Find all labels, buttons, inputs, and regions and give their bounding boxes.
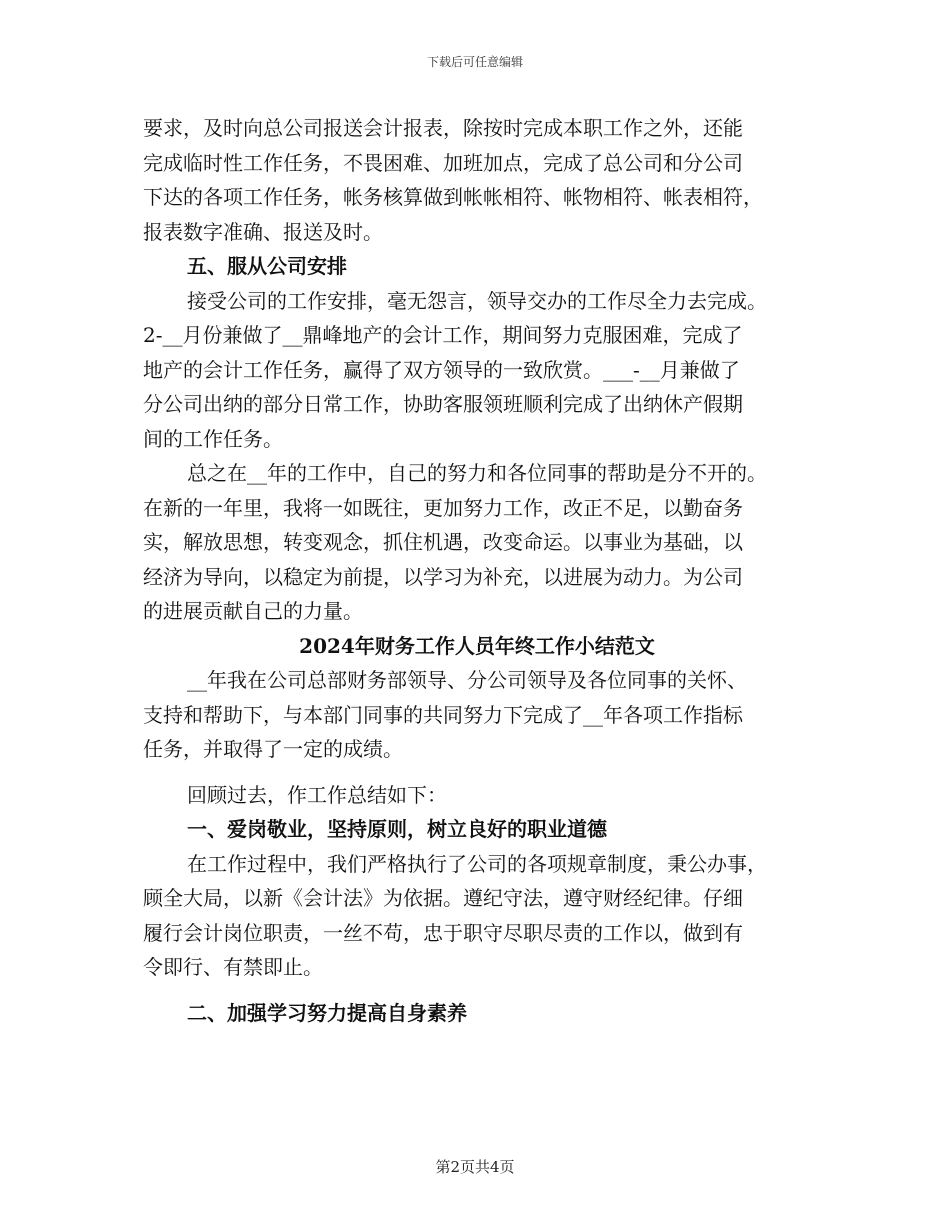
page-footer: 第2页共4页: [435, 1158, 515, 1176]
body-line: 经济为导向，以稳定为前提，以学习为补充，以进展为动力。为公司: [143, 564, 743, 589]
paragraph-gap: [143, 985, 811, 996]
document-title: 2024年财务工作人员年终工作小结范文: [299, 633, 655, 658]
body-line: 地产的会计工作任务，赢得了双方领导的一致欣赏。___-__月兼做了: [143, 357, 740, 382]
document-body: [143, 111, 811, 1030]
body-line: 在新的一年里，我将一如既往，更加努力工作，改正不足，以勤奋务: [143, 495, 743, 520]
body-line: 完成临时性工作任务，不畏困难、加班加点，完成了总公司和分公司: [143, 150, 743, 175]
section-heading: 一、爱岗敬业，坚持原则，树立良好的职业道德: [187, 817, 607, 841]
body-line: 的进展贡献自己的力量。: [143, 599, 363, 623]
page-header: 下载后可任意编辑: [426, 55, 523, 69]
body-line: 报表数字准确、报送及时。: [143, 219, 383, 244]
body-line: 令即行、有禁即止。: [143, 955, 323, 979]
body-line: 要求，及时向总公司报送会计报表，除按时完成本职工作之外，还能: [143, 116, 743, 140]
paragraph-gap: [143, 767, 811, 778]
body-line: 任务，并取得了一定的成绩。: [143, 737, 403, 761]
body-line: 间的工作任务。: [143, 426, 283, 451]
body-line: 支持和帮助下，与本部门同事的共同努力下完成了__年各项工作指标: [143, 702, 743, 727]
body-line: 回顾过去，作工作总结如下：: [187, 782, 447, 807]
body-line: __年我在公司总部财务部领导、分公司领导及各位同事的关怀、: [187, 668, 747, 692]
body-line: 接受公司的工作安排，毫无怨言，领导交办的工作尽全力去完成。: [187, 288, 767, 313]
section-heading: 二、加强学习努力提高自身素养: [187, 1000, 467, 1025]
body-line: 履行会计岗位职责，一丝不苟，忠于职守尽职尽责的工作以，做到有: [143, 920, 743, 945]
body-line: 2-__月份兼做了__鼎峰地产的会计工作，期间努力克服困难，完成了: [143, 323, 743, 347]
section-heading: 五、服从公司安排: [187, 254, 347, 278]
body-line: 总之在__年的工作中，自己的努力和各位同事的帮助是分不开的。: [187, 461, 767, 485]
body-line: 在工作过程中，我们严格执行了公司的各项规章制度，秉公办事，: [187, 851, 767, 876]
body-line: 下达的各项工作任务，帐务核算做到帐帐相符、帐物相符、帐表相符，: [143, 185, 763, 209]
body-line: 实，解放思想，转变观念，抓住机遇，改变命运。以事业为基础，以: [143, 530, 743, 554]
body-line: 顾全大局，以新《会计法》为依据。遵纪守法，遵守财经纪律。仔细: [143, 886, 743, 910]
body-line: 分公司出纳的部分日常工作，协助客服领班顺利完成了出纳休产假期: [143, 392, 743, 416]
